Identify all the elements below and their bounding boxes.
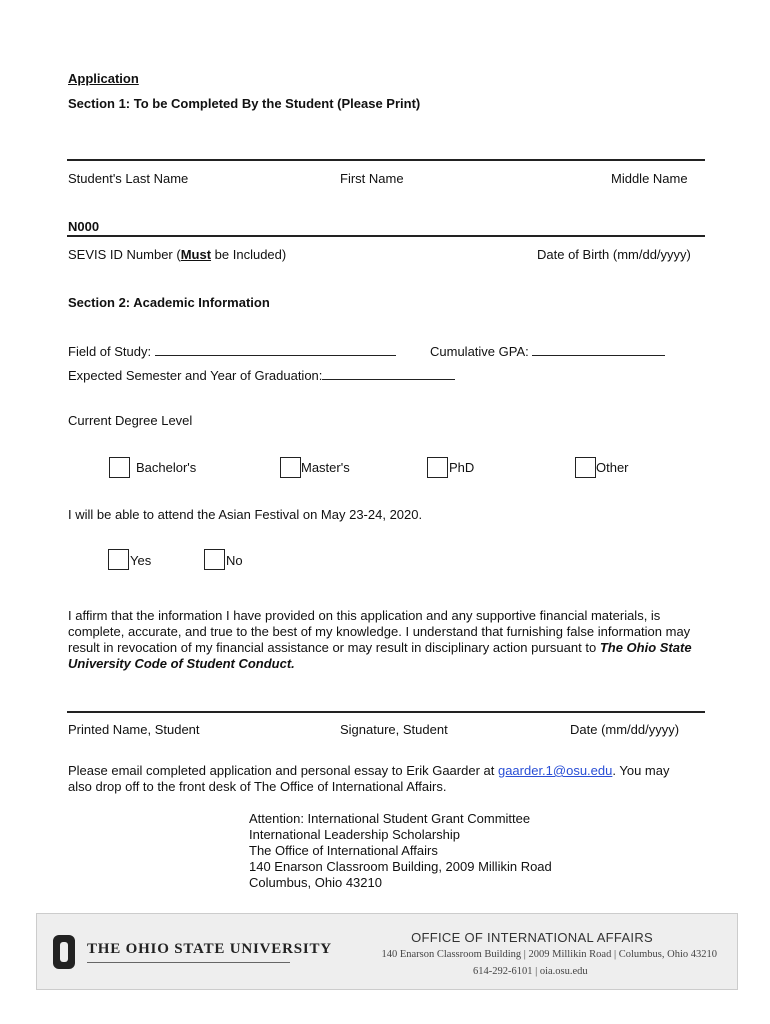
sevis-label-end: be Included) (211, 247, 287, 262)
last-name-label: Student's Last Name (68, 171, 189, 186)
field-of-study-label: Field of Study: (68, 344, 152, 359)
masters-checkbox[interactable] (280, 457, 301, 478)
date-label: Date (mm/dd/yyyy) (570, 722, 680, 737)
sevis-dob-line[interactable] (67, 235, 705, 237)
field-of-study-blank[interactable] (155, 343, 396, 356)
submission-text-start: Please email completed application and personal essay to Erik Gaarder at (68, 763, 498, 778)
gpa-row (430, 343, 665, 359)
middle-name-label: Middle Name (611, 171, 688, 186)
wordmark-underline (87, 962, 290, 963)
sevis-label-must: Must (180, 247, 212, 262)
office-title: OFFICE OF INTERNATIONAL AFFAIRS (411, 930, 653, 945)
submission-instructions (68, 763, 688, 795)
page-title: Application (68, 71, 139, 86)
phd-checkbox[interactable] (427, 457, 448, 478)
masters-label: Master's (301, 460, 350, 475)
graduation-blank[interactable] (322, 367, 455, 380)
festival-question: I will be able to attend the Asian Festival on May 23-24, 2020. (68, 507, 423, 522)
mailing-address (249, 811, 552, 891)
signature-line[interactable] (67, 711, 705, 713)
section-2-heading: Section 2: Academic Information (68, 295, 270, 310)
office-contact: 614-292-6101 | oia.osu.edu (473, 966, 588, 977)
other-checkbox[interactable] (575, 457, 596, 478)
university-wordmark: THE OHIO STATE UNIVERSITY (87, 941, 332, 957)
section-1-heading: Section 1: To be Completed By the Student (Please Print) (68, 96, 421, 111)
address-line: The Office of International Affairs (249, 843, 438, 858)
gpa-label: Cumulative GPA: (430, 344, 529, 359)
other-label: Other (596, 460, 629, 475)
signature-label: Signature, Student (340, 722, 448, 737)
yes-label: Yes (130, 553, 152, 568)
no-checkbox[interactable] (204, 549, 225, 570)
phd-label: PhD (449, 460, 475, 475)
name-signature-line[interactable] (67, 159, 705, 161)
yes-checkbox[interactable] (108, 549, 129, 570)
email-link[interactable]: gaarder.1@osu.edu (497, 763, 613, 778)
address-line: International Leadership Scholarship (249, 827, 461, 842)
bachelors-checkbox[interactable] (109, 457, 130, 478)
graduation-row (68, 367, 455, 383)
printed-name-label: Printed Name, Student (68, 722, 200, 737)
submission-text-end: . You may also drop off to the front desk of The Office of International Affairs. (68, 763, 670, 794)
footer-banner (36, 913, 738, 990)
code-of-conduct-title: The Ohio State University Code of Student Conduct. (68, 640, 692, 671)
osu-block-o-logo-icon (51, 934, 77, 970)
dob-label: Date of Birth (mm/dd/yyyy) (537, 247, 691, 262)
bachelors-label: Bachelor's (136, 460, 197, 475)
sevis-label (68, 247, 286, 262)
address-line: Attention: International Student Grant Committee (249, 811, 531, 826)
first-name-label: First Name (340, 171, 404, 186)
degree-level-label: Current Degree Level (68, 413, 193, 428)
sevis-label-start: SEVIS ID Number ( (68, 247, 181, 262)
graduation-label: Expected Semester and Year of Graduation: (68, 368, 323, 383)
field-of-study-row (68, 343, 396, 359)
address-line: Columbus, Ohio 43210 (249, 875, 382, 890)
address-line: 140 Enarson Classroom Building, 2009 Millikin Road (249, 859, 552, 874)
no-label: No (226, 553, 243, 568)
sevis-prefix: N000 (68, 219, 100, 234)
affirmation-paragraph (68, 608, 708, 672)
office-address: 140 Enarson Classroom Building | 2009 Millikin Road | Columbus, Ohio 43210 (381, 949, 717, 960)
affirmation-text: I affirm that the information I have provided on this application and any supportive financial materials, is complete, accurate, and true to the best of my knowledge. I understand that furnishing false information may result in revocation of my financial assistance or may result in disciplinary action pursuant to (68, 608, 691, 655)
gpa-blank[interactable] (532, 343, 665, 356)
